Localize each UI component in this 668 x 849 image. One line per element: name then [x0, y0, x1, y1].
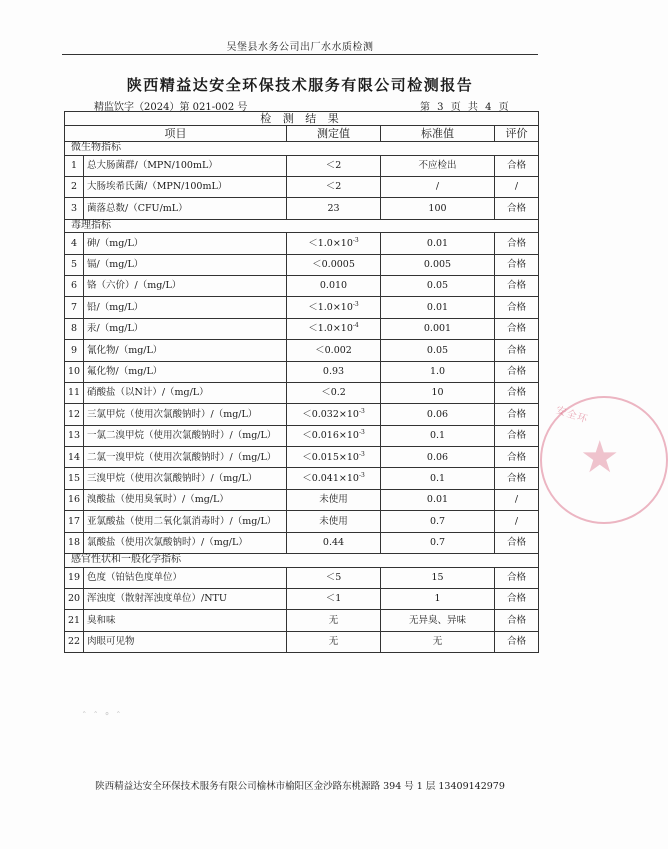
row-measured-value: 无	[287, 610, 381, 631]
table-row	[65, 318, 539, 339]
row-evaluation: 合格	[495, 588, 539, 609]
row-evaluation: 合格	[495, 254, 539, 275]
row-measured-value	[287, 447, 381, 468]
row-number: 18	[65, 532, 84, 553]
row-number: 16	[65, 489, 84, 510]
row-evaluation: 合格	[495, 233, 539, 254]
table-row	[65, 631, 539, 652]
seal-star-icon: ★	[580, 432, 620, 483]
row-item: 色度（铂钴色度单位）	[84, 567, 287, 588]
row-number: 2	[65, 176, 84, 197]
row-measured-value	[287, 404, 381, 425]
row-standard-value: 0.01	[381, 489, 495, 510]
row-evaluation: 合格	[495, 340, 539, 361]
row-item: 浑浊度（散射浑浊度单位）/NTU	[84, 588, 287, 609]
row-standard-value: 0.05	[381, 340, 495, 361]
row-measured-value: 23	[287, 198, 381, 219]
row-standard-value: 无	[381, 631, 495, 652]
report-title: 陕西精益达安全环保技术服务有限公司检测报告	[126, 76, 474, 94]
row-standard-value: 0.005	[381, 254, 495, 275]
measured-mantissa: ＜1.0×10	[308, 323, 353, 335]
row-standard-value: 0.1	[381, 425, 495, 446]
table-row	[65, 361, 539, 382]
row-measured-value: ＜0.0005	[287, 254, 381, 275]
row-evaluation: 合格	[495, 382, 539, 403]
table-row	[65, 382, 539, 403]
row-number: 5	[65, 254, 84, 275]
header-standard: 标准值	[381, 126, 495, 142]
row-measured-value: ＜2	[287, 176, 381, 197]
table-row	[65, 610, 539, 631]
row-measured-value: 无	[287, 631, 381, 652]
section-title: 感官性状和一般化学指标	[65, 554, 539, 568]
table-row	[65, 489, 539, 510]
row-standard-value: 0.7	[381, 532, 495, 553]
row-standard-value: 无异臭、异味	[381, 610, 495, 631]
row-item: 二氯一溴甲烷（使用次氯酸钠时）/（mg/L）	[84, 447, 287, 468]
measured-exponent: -3	[358, 450, 365, 458]
table-row	[65, 155, 539, 176]
table-row	[65, 404, 539, 425]
row-item: 菌落总数/（CFU/mL）	[84, 198, 287, 219]
row-number: 1	[65, 155, 84, 176]
row-item: 臭和味	[84, 610, 287, 631]
measured-exponent: -3	[352, 236, 359, 244]
row-evaluation: 合格	[495, 297, 539, 318]
row-number: 15	[65, 468, 84, 489]
row-number: 20	[65, 588, 84, 609]
row-number: 22	[65, 631, 84, 652]
header-divider	[62, 54, 538, 55]
table-row	[65, 567, 539, 588]
row-item: 三溴甲烷（使用次氯酸钠时）/（mg/L）	[84, 468, 287, 489]
row-standard-value: 0.7	[381, 511, 495, 532]
row-measured-value: 0.010	[287, 275, 381, 296]
measured-exponent: -3	[358, 429, 365, 437]
section-row	[65, 219, 539, 233]
measured-exponent: -3	[352, 300, 359, 308]
row-number: 12	[65, 404, 84, 425]
row-number: 17	[65, 511, 84, 532]
row-evaluation: /	[495, 511, 539, 532]
measured-exponent: -3	[358, 471, 365, 479]
table-header-row	[65, 126, 539, 142]
section-row	[65, 142, 539, 156]
report-header-note: 吴堡县水务公司出厂水水质检测	[226, 42, 374, 53]
row-number: 21	[65, 610, 84, 631]
row-measured-value: 0.93	[287, 361, 381, 382]
row-standard-value: 不应检出	[381, 155, 495, 176]
row-evaluation: 合格	[495, 532, 539, 553]
row-evaluation: 合格	[495, 361, 539, 382]
row-standard-value: 0.06	[381, 447, 495, 468]
header-measured: 测定值	[287, 126, 381, 142]
row-evaluation: 合格	[495, 155, 539, 176]
row-number: 10	[65, 361, 84, 382]
row-evaluation: 合格	[495, 198, 539, 219]
row-standard-value: 1	[381, 588, 495, 609]
row-evaluation: 合格	[495, 275, 539, 296]
row-measured-value	[287, 318, 381, 339]
company-seal	[540, 396, 668, 524]
measured-exponent: -4	[352, 322, 359, 330]
header-evaluation: 评价	[495, 126, 539, 142]
row-standard-value: 0.01	[381, 233, 495, 254]
row-item: 硝酸盐（以N计）/（mg/L）	[84, 382, 287, 403]
row-evaluation: /	[495, 489, 539, 510]
row-item: 氟化物/（mg/L）	[84, 361, 287, 382]
faint-mark: ˆ ˆ ° ˆ	[82, 712, 123, 722]
row-standard-value: 0.06	[381, 404, 495, 425]
section-title: 微生物指标	[65, 142, 539, 156]
table-row	[65, 233, 539, 254]
row-number: 7	[65, 297, 84, 318]
row-standard-value: 100	[381, 198, 495, 219]
table-row	[65, 340, 539, 361]
table-row	[65, 588, 539, 609]
row-standard-value: 1.0	[381, 361, 495, 382]
row-number: 6	[65, 275, 84, 296]
row-number: 3	[65, 198, 84, 219]
row-evaluation: 合格	[495, 425, 539, 446]
row-standard-value: 0.05	[381, 275, 495, 296]
row-item: 砷/（mg/L）	[84, 233, 287, 254]
seal-text: 安全环	[554, 405, 590, 426]
table-row	[65, 511, 539, 532]
measured-mantissa: ＜1.0×10	[308, 237, 353, 249]
row-measured-value	[287, 468, 381, 489]
row-item: 肉眼可见物	[84, 631, 287, 652]
row-evaluation: 合格	[495, 610, 539, 631]
row-item: 镉/（mg/L）	[84, 254, 287, 275]
row-item: 汞/（mg/L）	[84, 318, 287, 339]
row-number: 9	[65, 340, 84, 361]
row-evaluation: 合格	[495, 567, 539, 588]
section-row	[65, 554, 539, 568]
row-measured-value: ＜0.2	[287, 382, 381, 403]
row-number: 13	[65, 425, 84, 446]
row-number: 11	[65, 382, 84, 403]
row-standard-value: 15	[381, 567, 495, 588]
header-item: 项目	[65, 126, 287, 142]
table-row	[65, 254, 539, 275]
row-evaluation: 合格	[495, 318, 539, 339]
measured-mantissa: ＜0.016×10	[302, 430, 359, 442]
section-title: 毒理指标	[65, 219, 539, 233]
table-caption-row	[65, 112, 539, 126]
row-item: 总大肠菌群/（MPN/100mL）	[84, 155, 287, 176]
measured-exponent: -3	[358, 407, 365, 415]
row-measured-value: ＜2	[287, 155, 381, 176]
row-standard-value: 0.01	[381, 297, 495, 318]
row-measured-value: ＜0.002	[287, 340, 381, 361]
row-standard-value: 10	[381, 382, 495, 403]
row-item: 亚氯酸盐（使用二氧化氯消毒时）/（mg/L）	[84, 511, 287, 532]
row-measured-value	[287, 233, 381, 254]
row-measured-value	[287, 425, 381, 446]
row-number: 4	[65, 233, 84, 254]
table-caption: 检 测 结 果	[65, 112, 539, 126]
row-evaluation: 合格	[495, 631, 539, 652]
row-measured-value: ＜1	[287, 588, 381, 609]
row-item: 大肠埃希氏菌/（MPN/100mL）	[84, 176, 287, 197]
row-item: 一氯二溴甲烷（使用次氯酸钠时）/（mg/L）	[84, 425, 287, 446]
row-evaluation: /	[495, 176, 539, 197]
measured-mantissa: ＜0.015×10	[302, 451, 359, 463]
row-item: 三氯甲烷（使用次氯酸钠时）/（mg/L）	[84, 404, 287, 425]
row-measured-value: 未使用	[287, 511, 381, 532]
row-item: 铬（六价）/（mg/L）	[84, 275, 287, 296]
report-reference-number: 精监饮字（2024）第 021-002 号	[94, 102, 248, 113]
row-measured-value: ＜5	[287, 567, 381, 588]
row-item: 氯酸盐（使用次氯酸钠时）/（mg/L）	[84, 532, 287, 553]
measured-mantissa: ＜1.0×10	[308, 301, 353, 313]
table-row	[65, 198, 539, 219]
table-row	[65, 447, 539, 468]
table-row	[65, 468, 539, 489]
row-measured-value: 0.44	[287, 532, 381, 553]
row-evaluation: 合格	[495, 404, 539, 425]
table-row	[65, 532, 539, 553]
row-item: 氰化物/（mg/L）	[84, 340, 287, 361]
row-number: 8	[65, 318, 84, 339]
row-evaluation: 合格	[495, 468, 539, 489]
results-table	[64, 111, 539, 653]
table-row	[65, 275, 539, 296]
row-number: 19	[65, 567, 84, 588]
measured-mantissa: ＜0.041×10	[302, 472, 359, 484]
report-footer: 陕西精益达安全环保技术服务有限公司榆林市榆阳区金沙路东桃源路 394 号 1 层 13409142979	[95, 781, 505, 792]
row-item: 溴酸盐（使用臭氧时）/（mg/L）	[84, 489, 287, 510]
table-row	[65, 425, 539, 446]
row-measured-value: 未使用	[287, 489, 381, 510]
row-standard-value: 0.001	[381, 318, 495, 339]
row-measured-value	[287, 297, 381, 318]
measured-mantissa: ＜0.032×10	[302, 408, 359, 420]
row-standard-value: /	[381, 176, 495, 197]
row-number: 14	[65, 447, 84, 468]
row-standard-value: 0.1	[381, 468, 495, 489]
row-item: 铅/（mg/L）	[84, 297, 287, 318]
row-evaluation: 合格	[495, 447, 539, 468]
table-row	[65, 176, 539, 197]
table-row	[65, 297, 539, 318]
page-info: 第 3 页 共 4 页	[420, 102, 509, 113]
